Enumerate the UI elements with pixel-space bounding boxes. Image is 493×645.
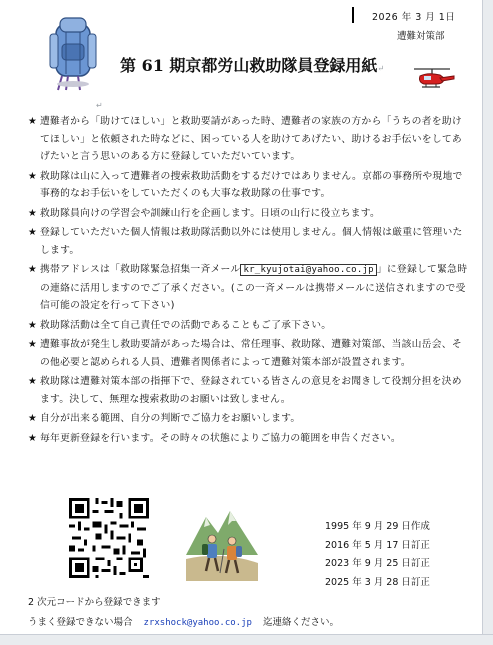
star-bullet: ★ [28, 339, 38, 350]
paragraph-text: 救助隊員向けの学習会や訓練山行を企画します。日頃の山行に役立ちます。 [40, 207, 381, 219]
paragraph-text: 自分が出来る範囲、自分の判断でご協力をお願いします。 [40, 413, 301, 424]
window-edge-right [482, 0, 493, 644]
revision-entry: 1995 年 9 月 29 日作成 [325, 521, 430, 532]
helicopter-illustration [410, 66, 456, 92]
paragraph-text: 救助隊は山に入って遭難者の捜索救助活動をするだけではありません。京都の事務所や現地で事務的なお手伝いをしていただくのも大事な救助隊の仕事です。 [40, 170, 463, 199]
contact-suffix: 迄連絡ください。 [262, 617, 339, 628]
revision-history [325, 518, 430, 592]
notice-paragraph [28, 430, 470, 448]
notice-body [28, 113, 470, 449]
revision-entry: 2025 年 3 月 28 日訂正 [325, 576, 430, 588]
backpack-illustration [42, 14, 104, 92]
contact-email-link[interactable]: zrxshock@yahoo.co.jp [143, 618, 252, 628]
paragraph-text: 毎年更新登録を行います。その時々の状態によりご協力の範囲を申告ください。 [40, 432, 401, 444]
qr-note-text: 2 次元コードから登録できます [28, 597, 161, 608]
contact-prefix: うまく登録できない場合 [28, 617, 133, 628]
document-date: 2026 年 3 月 1日 [372, 12, 456, 23]
paragraph-text: 登録していただいた個人情報は救助隊活動以外には使用しません。個人情報は厳重に管理いたします。 [40, 227, 463, 256]
star-bullet: ★ [28, 227, 38, 238]
notice-paragraph [28, 224, 470, 259]
notice-paragraph [28, 336, 470, 371]
star-bullet: ★ [28, 207, 38, 219]
notice-paragraph [28, 261, 470, 315]
department-name: 遭難対策部 [397, 31, 445, 42]
star-bullet: ★ [28, 319, 38, 331]
star-bullet: ★ [28, 376, 38, 387]
paragraph-text: 救助隊は遭難対策本部の指揮下で、登録されている皆さんの意見をお聞きして役割分担を決めます。決して、無理な捜索救助のお願いは致しません。 [40, 376, 462, 405]
notice-paragraph [28, 373, 470, 408]
star-bullet: ★ [28, 432, 38, 444]
page-title-text: 第 61 期京都労山救助隊員登録用紙 [120, 56, 378, 75]
revision-entry: 2016 年 5 月 17 日訂正 [325, 539, 430, 551]
star-bullet: ★ [28, 413, 38, 424]
notice-paragraph [28, 168, 470, 203]
notice-paragraph [28, 113, 470, 166]
window-edge-bottom [0, 634, 493, 645]
paragraph-text: 」に登録して緊急時の連絡に活用しますのでご了承ください。(この一斉メールは携帯メールに送信されますので受信可能の設定を行って下さい) [40, 264, 468, 311]
emergency-email-address: kr_kyujotai@yahoo.co.jp [240, 264, 376, 276]
star-bullet: ★ [28, 116, 38, 127]
paragraph-text: 遭難者から「助けてほしい」と救助要請があった時、遭難者の家族の方から「うちの者を助けてほしい」と依頼された時などに、困っている人を助けてあげたい、助けるお手伝いをしてあげたいと言う思いのある方に登録していただいています。 [40, 116, 462, 162]
paragraph-text: 遭難事故が発生し救助要請があった場合は、常任理事、救助隊、遭難対策部、当該山岳会、その他必要と認められる人員、遭難者関係者によって遭難対策本部が設置されます。 [40, 339, 462, 368]
paragraph-text: 救助隊活動は全て自己責任での活動であることもご了承下さい。 [40, 319, 332, 331]
contact-line [28, 614, 339, 628]
qr-note [28, 594, 161, 608]
page-title [120, 53, 384, 76]
notice-paragraph [28, 317, 470, 335]
hikers-illustration [186, 497, 258, 581]
star-bullet: ★ [28, 170, 38, 182]
notice-paragraph [28, 410, 470, 428]
revision-entry: 2023 年 9 月 25 日訂正 [325, 558, 430, 569]
qr-code[interactable] [66, 495, 152, 581]
paragraph-mark: ↵ [96, 101, 103, 110]
notice-paragraph [28, 205, 470, 223]
paragraph-text: 携帯アドレスは「救助隊緊急招集一斉メール [40, 264, 241, 275]
paragraph-mark: ↵ [377, 64, 385, 73]
text-cursor [352, 7, 354, 23]
star-bullet: ★ [28, 264, 38, 275]
